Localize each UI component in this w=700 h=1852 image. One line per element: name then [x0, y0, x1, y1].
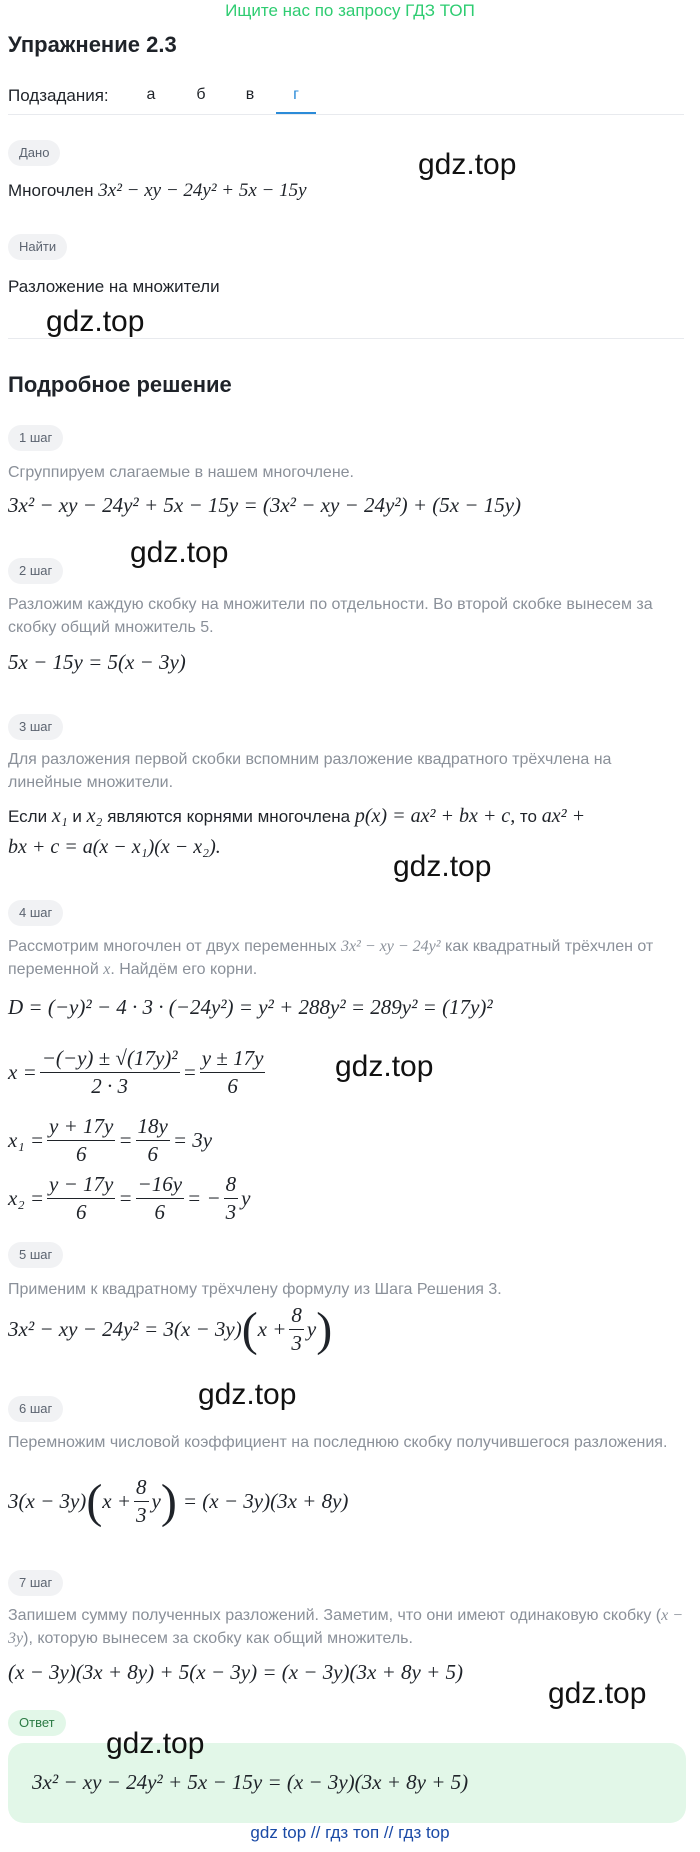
step-5-math-b: x +: [257, 1317, 287, 1341]
solution-title: Подробное решение: [8, 372, 232, 397]
x2-den2: 6: [154, 1200, 166, 1224]
x2-res-num: 8: [224, 1172, 239, 1199]
step-3-x2: x₂: [86, 805, 103, 827]
subtasks-label: Подзадания:: [8, 86, 109, 105]
step-6-frac-den: 3: [136, 1503, 147, 1527]
step-6-math-c: y: [151, 1489, 161, 1513]
step-5-math-a: 3x² − xy − 24y² = 3(x − 3y): [8, 1317, 242, 1341]
step-4-x2: x₂ = $\frac{y - 17y}{6}$ = $\frac{-16y}{6}$ = − $\frac{8}{3}$ y: [8, 1172, 251, 1224]
step-6-fraction: [134, 1475, 149, 1528]
step-3-fact2: bx + c = a(x − x₁)(x − x₂).: [8, 836, 221, 858]
tab-a[interactable]: а: [146, 86, 156, 103]
step-1-pill: 1 шаг: [8, 425, 63, 451]
x-den2: 6: [227, 1074, 238, 1098]
find-pill: Найти: [8, 234, 67, 260]
watermark: gdz.top: [548, 1677, 647, 1710]
step-7-text-expr: x − 3y: [8, 1607, 684, 1647]
x-den: 2 · 3: [91, 1074, 129, 1098]
x1-den2: 6: [147, 1142, 158, 1166]
step-4-x-formula: [8, 1046, 268, 1099]
x2-den: 6: [75, 1200, 87, 1224]
step-5-math-c: y: [306, 1317, 317, 1341]
step-7-text: [8, 1604, 692, 1650]
x2-result-b: y: [241, 1186, 251, 1210]
step-4-text-c: . Найдём его корни.: [110, 961, 258, 978]
x2-res-den: 3: [225, 1200, 237, 1224]
answer-pill: Ответ: [8, 1710, 66, 1736]
step-4-pill: 4 шаг: [8, 900, 63, 926]
step-5-frac-num: 8: [289, 1303, 304, 1330]
x-fraction-2: [200, 1046, 266, 1099]
step-2-text: Разложим каждую скобку на множители по отдельности. Во второй скобке вынесем за скобку общий множитель 5.: [8, 596, 653, 636]
watermark: gdz.top: [418, 148, 517, 181]
step-3-body-and: и: [72, 807, 82, 826]
step-5-pill: 5 шаг: [8, 1242, 63, 1268]
x1-lhs: x₁ =: [8, 1128, 45, 1152]
watermark: gdz.top: [46, 305, 145, 338]
step-1-text: Сгруппируем слагаемые в нашем многочлене.: [8, 464, 354, 481]
step-5-text: Применим к квадратному трёхчлену формулу из Шага Решения 3.: [8, 1281, 502, 1298]
search-banner: Ищите нас по запросу ГДЗ ТОП: [225, 1, 475, 20]
x1-fraction: [47, 1114, 115, 1167]
x-eq: =: [182, 1060, 197, 1084]
step-6-frac-num: 8: [134, 1475, 149, 1502]
step-2-pill: 2 шаг: [8, 558, 63, 584]
step-3-x1: x₁: [51, 805, 68, 827]
watermark: gdz.top: [130, 536, 229, 569]
watermark: gdz.top: [393, 850, 492, 883]
given-prefix: Многочлен: [8, 181, 94, 200]
x-fraction: [40, 1046, 180, 1099]
step-7-text-a: Запишем сумму полученных разложений. Заметим, что они имеют одинаковую скобку (: [8, 1607, 662, 1624]
x2-result-a: = −: [187, 1186, 221, 1210]
x2-result-fraction: [224, 1172, 239, 1225]
step-4-text-a: Рассмотрим многочлен от двух переменных: [8, 938, 337, 955]
tab-g[interactable]: г: [293, 86, 299, 103]
step-5-frac-den: 3: [291, 1331, 302, 1355]
given-expression: 3x² − xy − 24y² + 5x − 15y: [98, 180, 307, 201]
step-3-poly: p(x) = ax² + bx + c,: [354, 805, 516, 827]
step-4-text-b: как квадратный трёхчлен от переменной: [8, 938, 654, 978]
step-7-math: (x − 3y)(3x + 8y) + 5(x − 3y) = (x − 3y)(3x + 8y + 5): [8, 1660, 464, 1684]
x1-fraction-2: [136, 1114, 170, 1167]
x2-num: y − 17y: [47, 1172, 115, 1199]
watermark: gdz.top: [198, 1378, 297, 1411]
watermark: gdz.top: [106, 1727, 205, 1760]
x1-result: = 3y: [172, 1128, 213, 1152]
step-2-math: 5x − 15y = 5(x − 3y): [8, 650, 186, 674]
tab-b[interactable]: б: [196, 86, 206, 103]
step-5-math: 3x² − xy − 24y² = 3(x − 3y) ( x + $\frac{8}{3}$ y ): [8, 1303, 333, 1356]
step-5-fraction: [289, 1303, 304, 1356]
step-6-math-a: 3(x − 3y): [8, 1489, 87, 1513]
step-3-fact1: ax² +: [541, 805, 586, 827]
step-6-pill: 6 шаг: [8, 1396, 63, 1422]
tabs-divider: [8, 114, 684, 115]
x-lhs: x =: [8, 1060, 37, 1084]
step-4-text: [8, 935, 692, 981]
step-4-discriminant: D = (−y)² − 4 · 3 · (−24y²) = y² + 288y² = 289y² = (17y)²: [8, 995, 493, 1019]
answer-math: 3x² − xy − 24y² + 5x − 15y = (x − 3y)(3x + 8y + 5): [32, 1770, 469, 1794]
step-3-body-b: являются корнями многочлена: [107, 807, 351, 826]
step-4-text-var: x: [103, 961, 111, 978]
find-text: Разложение на множители: [8, 277, 220, 296]
page-title: Упражнение 2.3: [8, 32, 177, 57]
x-num: −(−y) ± √(17y)²: [40, 1046, 180, 1073]
x2-fraction-2: [136, 1172, 185, 1225]
step-3-body-a: Если: [8, 807, 48, 826]
step-4-x1: x₁ = $\frac{y + 17y}{6}$ = $\frac{18y}{6}$ = 3y: [8, 1114, 213, 1166]
tab-v[interactable]: в: [245, 86, 255, 103]
step-6-text: Перемножим числовой коэффициент на последнюю скобку получившегося разложения.: [8, 1434, 668, 1451]
step-7-pill: 7 шаг: [8, 1570, 63, 1596]
given-pill: Дано: [8, 140, 60, 166]
step-1-math: 3x² − xy − 24y² + 5x − 15y = (3x² − xy − 24y²) + (5x − 15y): [8, 493, 522, 517]
step-3-body-c: то: [519, 807, 537, 826]
x1-num: y + 17y: [47, 1114, 115, 1141]
step-3-text: Для разложения первой скобки вспомним разложение квадратного трёхчлена на линейные множители.: [8, 751, 612, 791]
x2-lhs: x₂ =: [8, 1186, 45, 1210]
footer-links[interactable]: gdz top // гдз топ // гдз top: [250, 1823, 450, 1842]
x2-fraction: [47, 1172, 115, 1225]
step-6-math-d: = (x − 3y)(3x + 8y): [182, 1489, 349, 1513]
x1-num2: 18y: [136, 1114, 170, 1141]
step-7-text-b: ), которую вынесем за скобку как общий множитель.: [23, 1630, 413, 1647]
x1-den: 6: [75, 1142, 87, 1166]
step-6-math-b: x +: [102, 1489, 132, 1513]
step-3-pill: 3 шаг: [8, 714, 63, 740]
step-6-math: 3(x − 3y) ( x + $\frac{8}{3}$ y ) = (x − 3y)(3x + 8y): [8, 1475, 349, 1528]
step-4-text-expr: 3x² − xy − 24y²: [340, 938, 441, 955]
x-num2: y ± 17y: [200, 1046, 266, 1073]
x2-num2: −16y: [136, 1172, 185, 1199]
watermark: gdz.top: [335, 1050, 434, 1083]
step-3-body: [8, 805, 585, 828]
given-text: [8, 180, 307, 202]
